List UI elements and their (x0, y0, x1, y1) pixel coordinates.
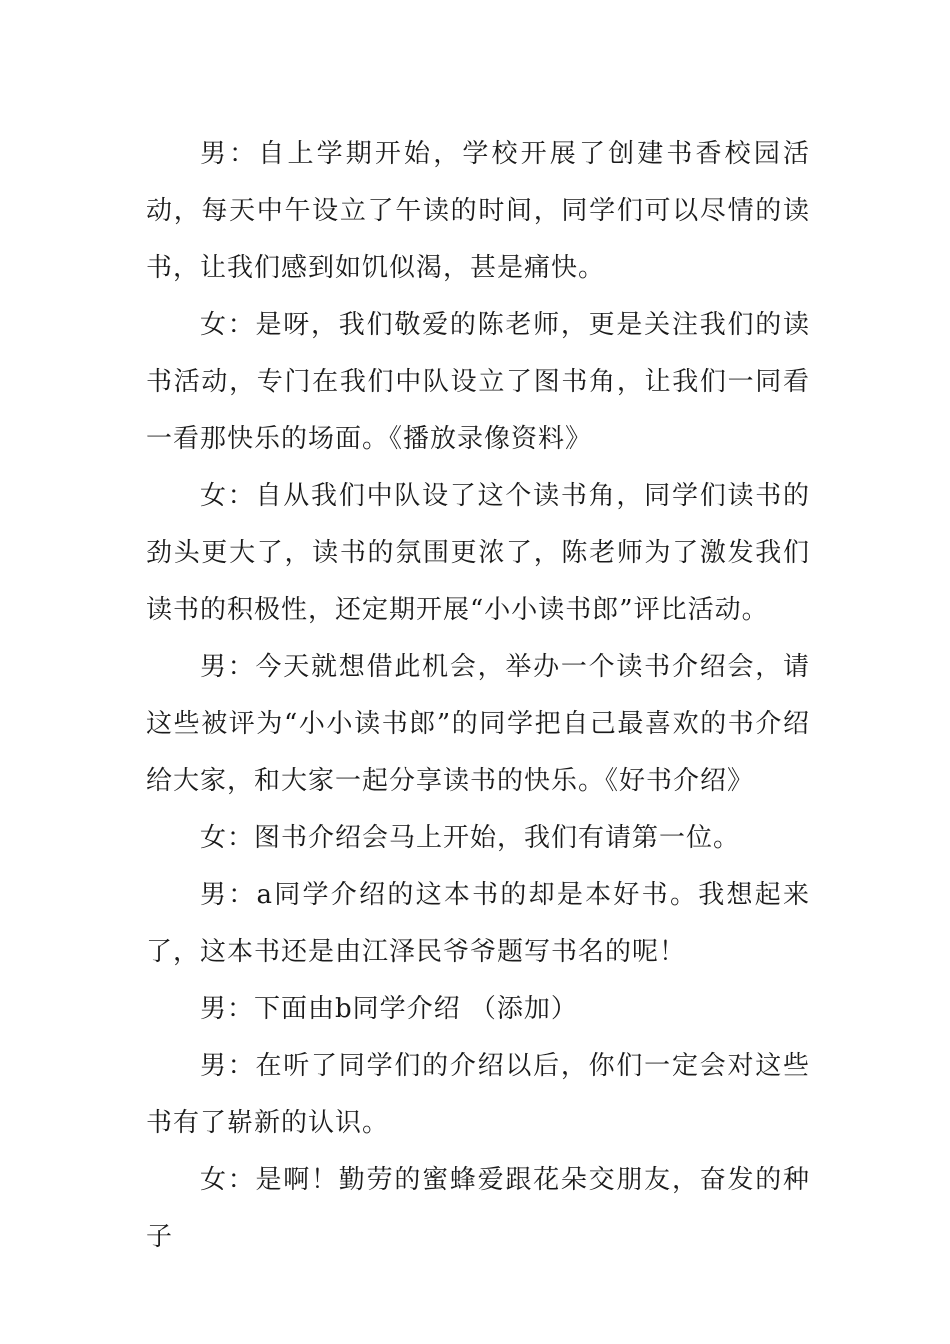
paragraph-6: 男：a同学介绍的这本书的却是本好书。我想起来了，这本书还是由江泽民爷爷题写书名的呢！ (146, 880, 810, 967)
paragraph-5: 女：图书介绍会马上开始，我们有请第一位。 (200, 823, 741, 853)
paragraph-7: 男：下面由b同学介绍 （添加） (200, 994, 578, 1024)
document-body (146, 126, 810, 1266)
paragraph-3: 女：自从我们中队设了这个读书角，同学们读书的劲头更大了，读书的氛围更浓了，陈老师为了激发我们读书的积极性，还定期开展“小小读书郎”评比活动。 (146, 481, 810, 625)
paragraph-9: 女：是啊！勤劳的蜜蜂爱跟花朵交朋友，奋发的种子 (146, 1165, 810, 1252)
paragraph-4: 男：今天就想借此机会，举办一个读书介绍会，请这些被评为“小小读书郎”的同学把自己最喜欢的书介绍给大家，和大家一起分享读书的快乐。《好书介绍》 (146, 652, 810, 796)
paragraph-8: 男：在听了同学们的介绍以后，你们一定会对这些书有了崭新的认识。 (146, 1051, 810, 1138)
paragraph-2: 女：是呀，我们敬爱的陈老师，更是关注我们的读书活动，专门在我们中队设立了图书角，让我们一同看一看那快乐的场面。《播放录像资料》 (146, 310, 810, 454)
paragraph-1: 男：自上学期开始，学校开展了创建书香校园活动，每天中午设立了午读的时间，同学们可以尽情的读书，让我们感到如饥似渴，甚是痛快。 (146, 139, 810, 283)
